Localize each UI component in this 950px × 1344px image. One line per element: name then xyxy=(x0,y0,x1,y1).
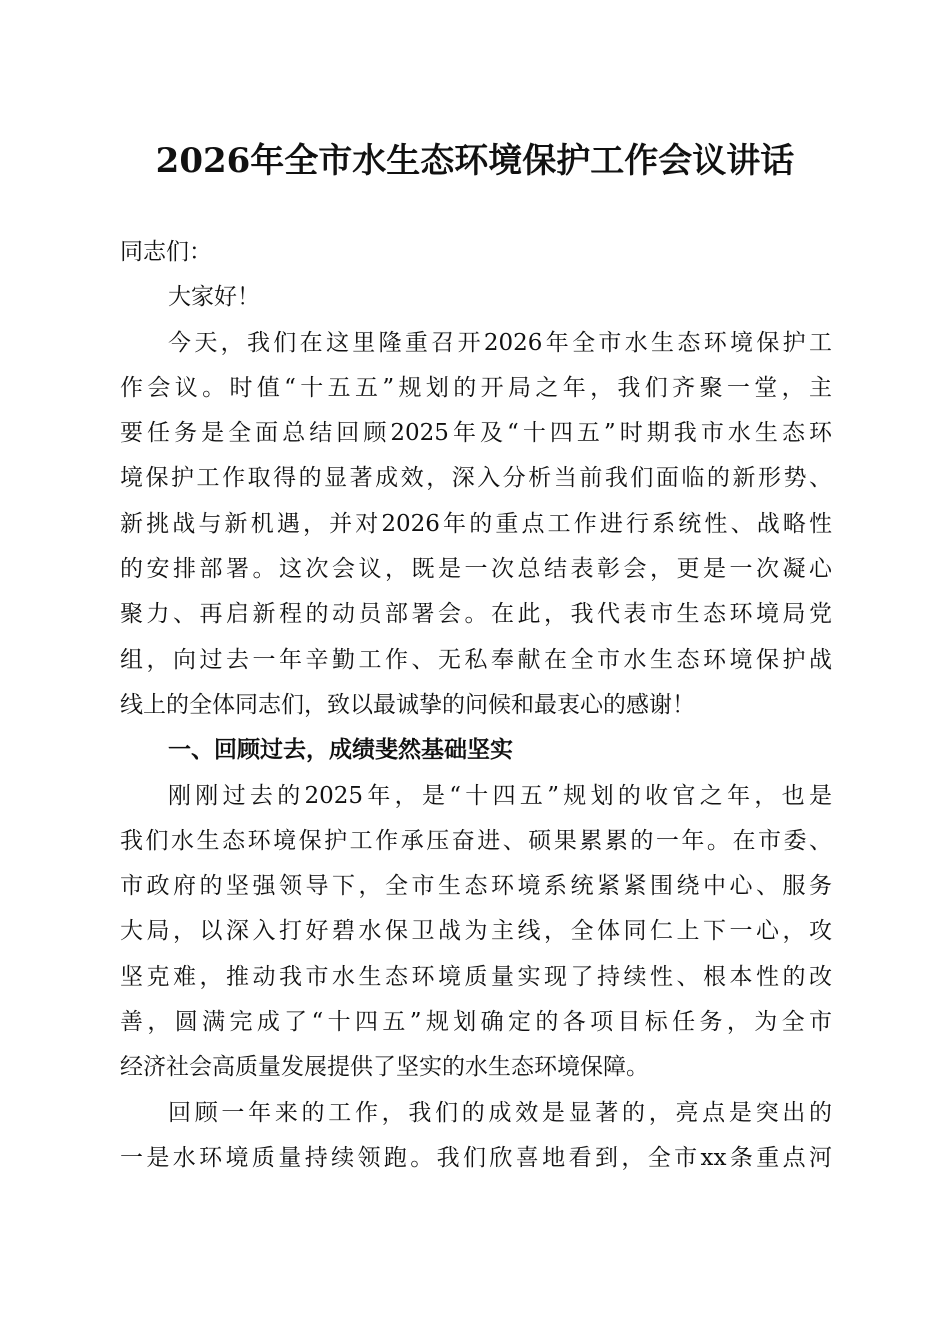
document-body xyxy=(120,230,832,1181)
paragraph-line: 线上的全体同志们，致以最诚挚的问候和最衷心的感谢！ xyxy=(120,691,695,718)
paragraph-line: 今天，我们在这里隆重召开2026年全市水生态环境保护工 xyxy=(168,329,832,356)
greeting: 大家好！ xyxy=(168,284,260,311)
paragraph-line: 市政府的坚强领导下，全市生态环境系统紧紧围绕中心、服务 xyxy=(120,873,832,900)
paragraph-line: 大局，以深入打好碧水保卫战为主线，全体同仁上下一心，攻 xyxy=(120,918,832,945)
paragraph-line: 新挑战与新机遇，并对2026年的重点工作进行系统性、战略性 xyxy=(120,510,832,537)
paragraph-line: 刚刚过去的2025年，是“十四五”规划的收官之年，也是 xyxy=(168,782,832,809)
section-heading: 一、回顾过去，成绩斐然基础坚实 xyxy=(168,737,513,764)
paragraph-line: 善，圆满完成了“十四五”规划确定的各项目标任务，为全市 xyxy=(120,1009,832,1036)
paragraph-line: 组，向过去一年辛勤工作、无私奉献在全市水生态环境保护战 xyxy=(120,646,832,673)
paragraph-line: 的安排部署。这次会议，既是一次总结表彰会，更是一次凝心 xyxy=(120,556,832,583)
paragraph-line: 要任务是全面总结回顾2025年及“十四五”时期我市水生态环 xyxy=(120,420,832,447)
paragraph-line: 境保护工作取得的显著成效，深入分析当前我们面临的新形势、 xyxy=(120,465,832,492)
salutation: 同志们： xyxy=(120,239,212,265)
document-title: 2026年全市水生态环境保护工作会议讲话 xyxy=(155,141,795,181)
paragraph-line: 我们水生态环境保护工作承压奋进、硕果累累的一年。在市委、 xyxy=(120,827,832,854)
paragraph-line: 回顾一年来的工作，我们的成效是显著的，亮点是突出的 xyxy=(168,1099,832,1126)
paragraph-line: 作会议。时值“十五五”规划的开局之年，我们齐聚一堂，主 xyxy=(120,374,832,401)
paragraph-line: 经济社会高质量发展提供了坚实的水生态环境保障。 xyxy=(120,1054,649,1081)
paragraph-line: 坚克难，推动我市水生态环境质量实现了持续性、根本性的改 xyxy=(120,963,832,990)
paragraph-line: 一是水环境质量持续领跑。我们欣喜地看到，全市xx条重点河 xyxy=(120,1144,832,1171)
paragraph-line: 聚力、再启新程的动员部署会。在此，我代表市生态环境局党 xyxy=(120,601,832,628)
